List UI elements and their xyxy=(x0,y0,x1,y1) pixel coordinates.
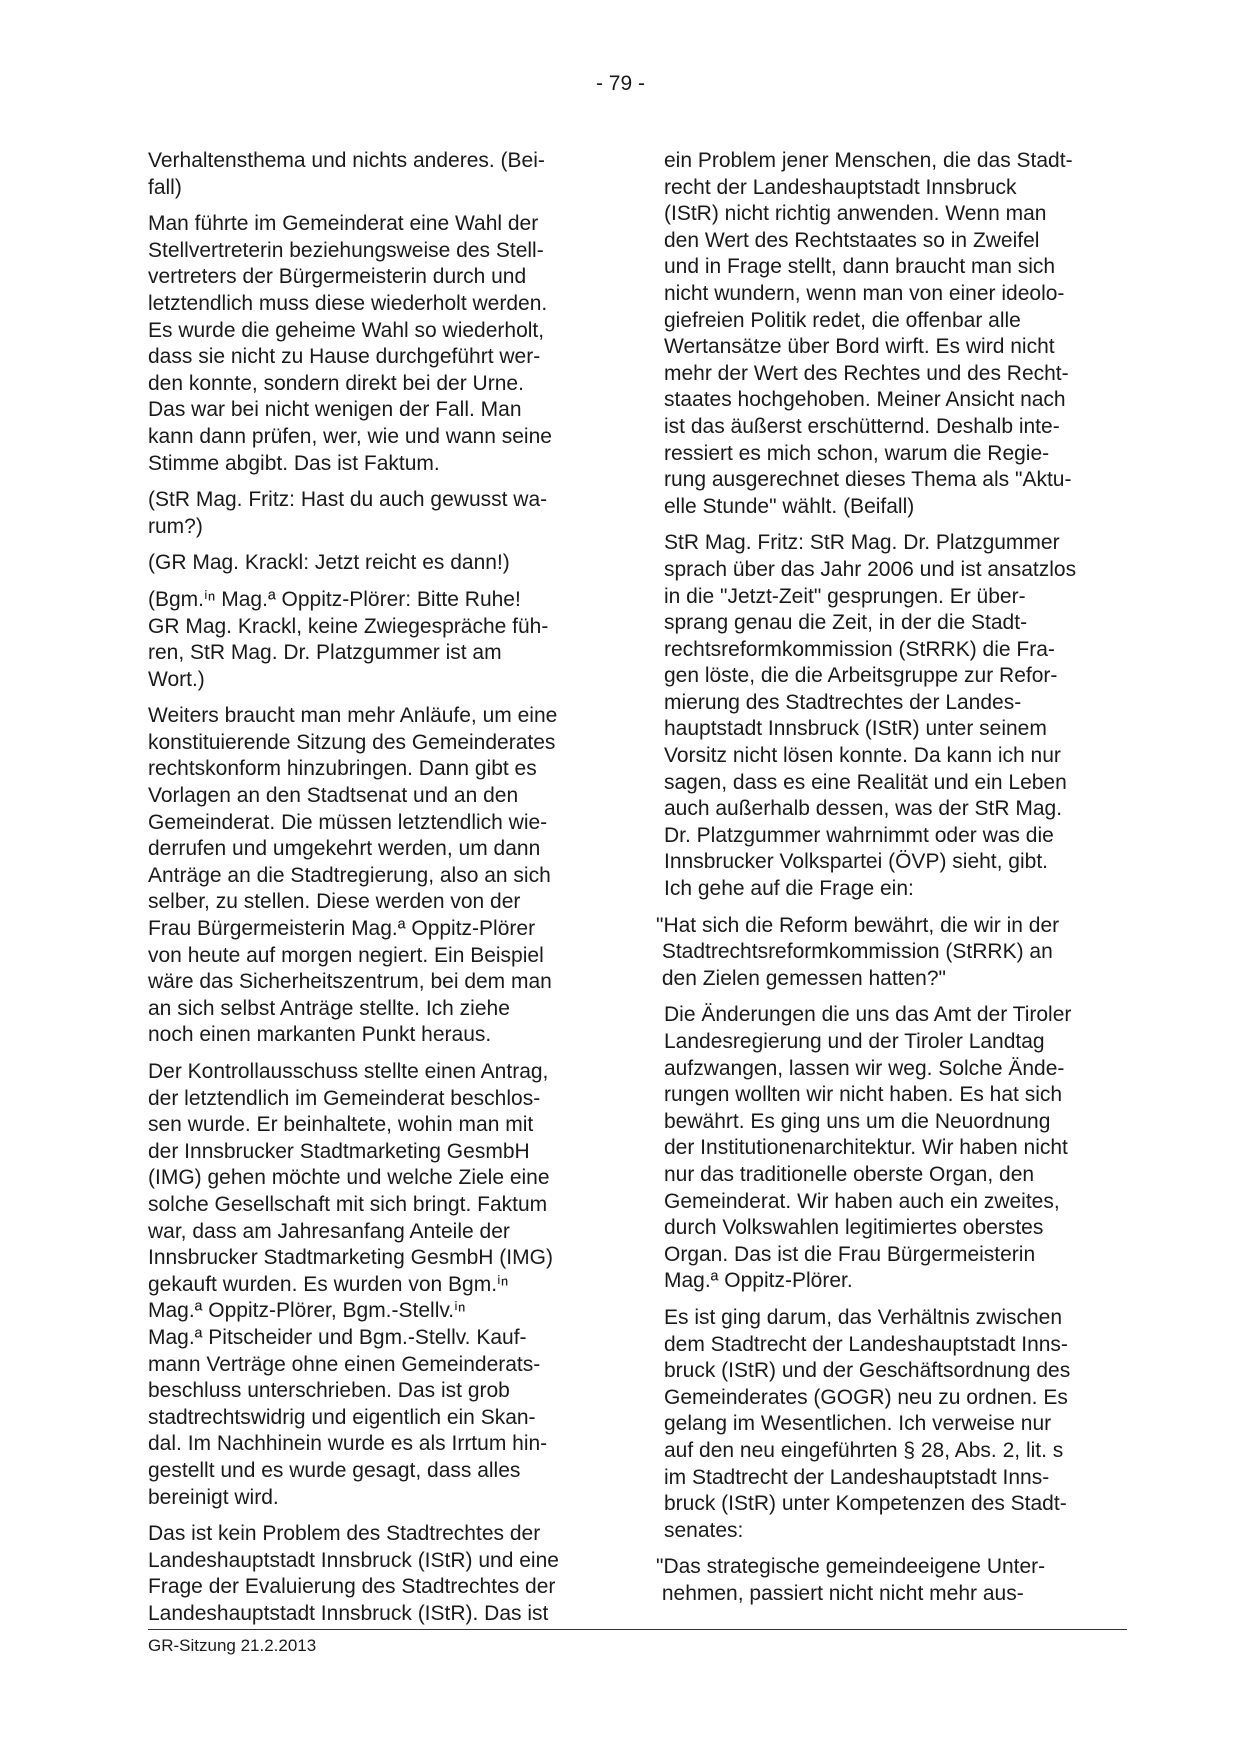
paragraph: Man führte im Gemeinderat eine Wahl der Stellvertreterin beziehungsweise des Stell- vertreters der Bürgermeisterin durch und letztendlich muss diese wiederholt werden. Es wurde die geheime Wahl so wiederholt, dass sie nicht zu Hause durchgeführt wer- den konnte, sondern direkt bei der Urne. Das war bei nicht wenigen der Fall. Man kann dann prüfen, wer, wie und wann seine Stimme abgibt. Das ist Faktum. xyxy=(148,212,552,475)
paragraph: Es ist ging darum, das Verhältnis zwischen dem Stadtrecht der Landeshauptstadt Inns- bruck (IStR) und der Geschäftsordnung des Gemeinderates (GOGR) neu zu ordnen. Es gelang im Wesentlichen. Ich verweise nur auf den neu eingeführten § 28, Abs. 2, lit. s im Stadtrecht der Landeshauptstadt Inns- bruck (IStR) unter Kompetenzen des Stadt- senates: xyxy=(664,1305,1071,1542)
left-column xyxy=(148,148,593,1637)
paragraph: ein Problem jener Menschen, die das Stadt- recht der Landeshauptstadt Innsbruck (IStR) nicht richtig anwenden. Wenn man den Wert des Rechtstaates so in Zweifel und in Frage stellt, dann braucht man sich nicht wundern, wenn man von einer ideolo- giefreien Politik redet, die offenbar alle Wertansätze über Bord wirft. Es wird nicht mehr der Wert des Rechtes und des Recht- staates hochgehoben. Meiner Ansicht nach ist das äußerst erschütternd. Deshalb inte- ressiert es mich schon, warum die Regie- rung ausgerechnet dieses Thema als "Aktu- elle Stunde" wählt. (Beifall) xyxy=(664,149,1073,518)
page-number: - 79 - xyxy=(595,72,645,95)
interjection: (GR Mag. Krackl: Jetzt reicht es dann!) xyxy=(148,551,510,575)
paragraph: Verhaltensthema und nichts anderes. (Bei- fall) xyxy=(148,149,545,199)
paragraph: StR Mag. Fritz: StR Mag. Dr. Platzgummer sprach über das Jahr 2006 und ist ansatzlos in die "Jetzt-Zeit" gesprungen. Er über- sprang genau die Zeit, in der die Stadt- rechtsreformkommission (StRRK) die Fra- gen löste, die die Arbeitsgruppe zur Refor- mierung des Stadtrechtes der Landes- hauptstadt Innsbruck (IStR) unter seinem Vorsitz nicht lösen konnte. Da kann ich nur sagen, dass es eine Realität und ein Leben auch außerhalb dessen, was der StR Mag. Dr. Platzgummer wahrnimmt oder was die Innsbrucker Volkspartei (ÖVP) sieht, gibt. Ich gehe auf die Frage ein: xyxy=(664,531,1077,901)
paragraph: Der Kontrollausschuss stellte einen Antrag, der letztendlich im Gemeinderat beschlos- sen wurde. Er beinhaltete, wohin man mit der Innsbrucker Stadtmarketing GesmbH (IMG) gehen möchte und welche Ziele eine solche Gesellschaft mit sich bringt. Faktum war, dass am Jahresanfang Anteile der Innsbrucker Stadtmarketing GesmbH (IMG) gekauft wurden. Es wurden von Bgm.ⁱⁿ Mag.ª Oppitz-Plörer, Bgm.-Stellv.ⁱⁿ Mag.ª Pitscheider und Bgm.-Stellv. Kauf- mann Verträge ohne einen Gemeinderats- beschluss unterschrieben. Das ist grob stadtrechtswidrig und eigentlich ein Skan- dal. Im Nachhinein wurde es als Irrtum hin- gestellt und es wurde gesagt, dass alles bereinigt wird. xyxy=(148,1060,553,1509)
paragraph: Die Änderungen die uns das Amt der Tiroler Landesregierung und der Tiroler Landtag aufzwangen, lassen wir weg. Solche Ände- rungen wollten wir nicht haben. Es hat sich bewährt. Es ging uns um die Neuordnung der Institutionenarchitektur. Wir haben nicht nur das traditionelle oberste Organ, den Gemeinderat. Wir haben auch ein zweites, durch Volkswahlen legitimiertes oberstes Organ. Das ist die Frau Bürgermeisterin Mag.ª Oppitz-Plörer. xyxy=(664,1003,1072,1293)
interjection: (StR Mag. Fritz: Hast du auch gewusst wa- rum?) xyxy=(148,488,548,538)
right-column xyxy=(656,148,1109,1617)
quotation: "Das strategische gemeindeeigene Unter- nehmen, passiert nicht nicht mehr aus- xyxy=(656,1555,1046,1605)
paragraph: Weiters braucht man mehr Anläufe, um eine konstituierende Sitzung des Gemeinderates rechtskonform hinzubringen. Dann gibt es Vorlagen an den Stadtsenat und an den Gemeinderat. Die müssen letztendlich wie- derrufen und umgekehrt werden, um dann Anträge an die Stadtregierung, also an sich selber, zu stellen. Diese werden von der Frau Bürgermeisterin Mag.ª Oppitz-Plörer von heute auf morgen negiert. Ein Beispiel wäre das Sicherheitszentrum, bei dem man an sich selbst Anträge stellte. Ich ziehe noch einen markanten Punkt heraus. xyxy=(148,704,558,1047)
interjection: (Bgm.ⁱⁿ Mag.ª Oppitz-Plörer: Bitte Ruhe! GR Mag. Krackl, keine Zwiegespräche füh- ren, StR Mag. Dr. Platzgummer ist am Wort.) xyxy=(148,587,549,691)
footer-divider xyxy=(148,1629,1127,1630)
paragraph: Das ist kein Problem des Stadtrechtes der Landeshauptstadt Innsbruck (IStR) und eine Frage der Evaluierung des Stadtrechtes der Landeshauptstadt Innsbruck (IStR). Das ist xyxy=(148,1522,559,1625)
quotation: "Hat sich die Reform bewährt, die wir in der Stadtrechtsreformkommission (StRRK) an den Zielen gemessen hatten?" xyxy=(656,913,1060,990)
footer-session-label: GR-Sitzung 21.2.2013 xyxy=(148,1636,317,1655)
